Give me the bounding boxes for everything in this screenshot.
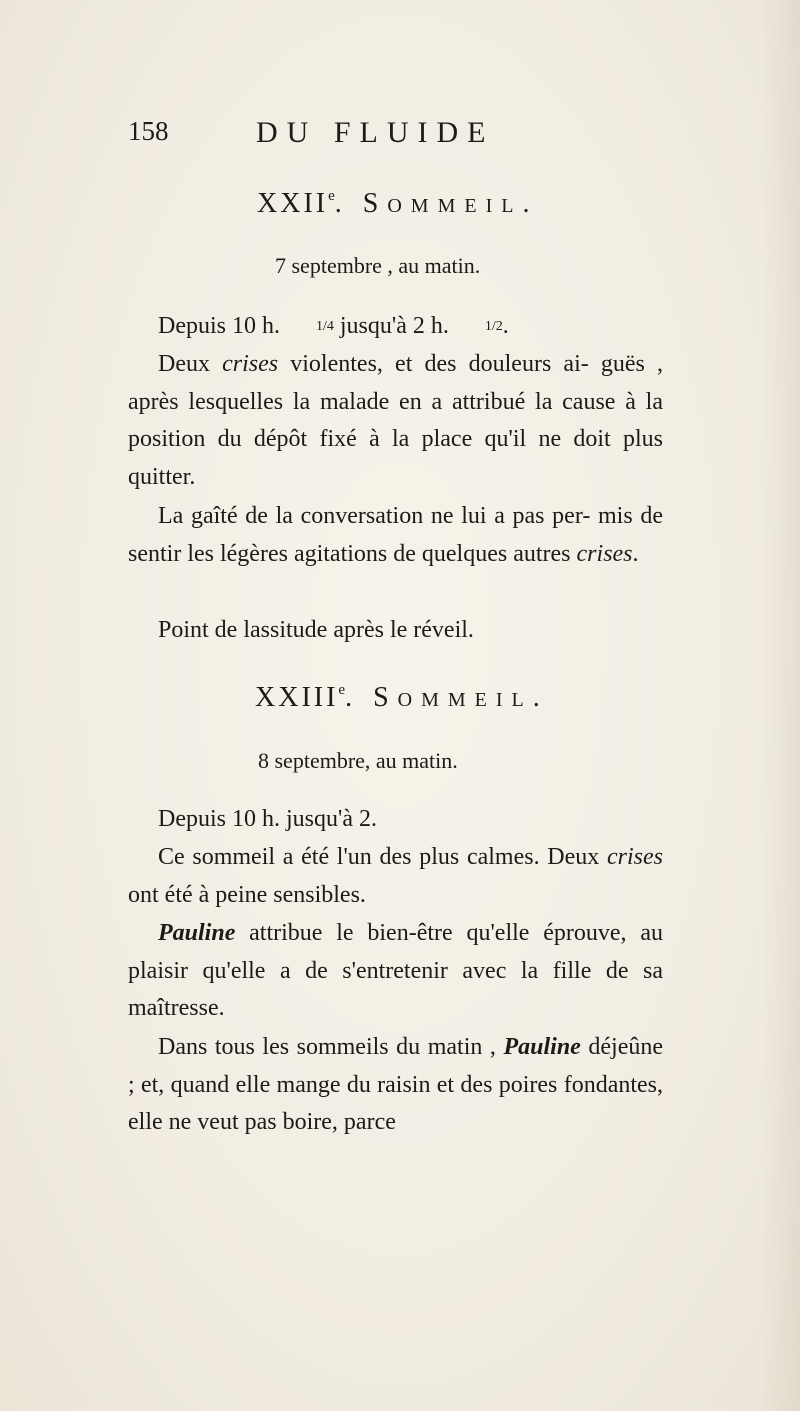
paragraph-22-3: Point de lassitude après le réveil. <box>158 617 474 643</box>
text-run: . <box>632 540 639 567</box>
paragraph-22-2 <box>128 498 663 573</box>
page-edge-shadow <box>760 0 800 1411</box>
time-prefix: Depuis 10 h. <box>158 313 280 339</box>
italic-name: Pauline <box>503 1034 581 1060</box>
time-line-23: Depuis 10 h. jusqu'à 2. <box>158 806 377 832</box>
paragraph-22-1 <box>128 346 663 496</box>
section-heading: Sommeil. <box>362 188 539 219</box>
time-suffix: . <box>502 313 509 339</box>
text-run: Dans tous les sommeils du matin , <box>158 1034 504 1060</box>
text-run: ont été à peine sensibles. <box>128 881 366 908</box>
date-line-22: 7 septembre , au matin. <box>275 253 481 278</box>
section-title-22: XXIIe. Sommeil. <box>257 188 539 219</box>
text-run: Ce sommeil a été l'un des plus calmes. Deux <box>158 844 607 870</box>
text-run: violentes, et des douleurs ai- guës , après lesquelles la malade en a attribué la cause à la position du dépôt fixé à la place qu'il ne doit plus quitter. <box>128 351 663 490</box>
italic-word: crises <box>576 540 633 567</box>
italic-word: crises <box>222 351 279 377</box>
section-number-suffix: e <box>338 682 346 698</box>
date-line-23: 8 septembre, au matin. <box>258 748 458 773</box>
italic-name: Pauline <box>158 920 236 946</box>
text-run: Deux <box>158 351 223 377</box>
time-line-22 <box>128 308 663 346</box>
time-middle: jusqu'à 2 h. <box>333 313 449 339</box>
fraction-half: 1/2 <box>484 319 503 335</box>
text-run: La gaîté de la conversation ne lui a pas per- mis de sentir les légères agitations de quelques autres <box>128 503 663 567</box>
section-number-suffix: e <box>328 188 335 204</box>
running-title: DU FLUIDE <box>256 116 495 149</box>
section-heading: Sommeil. <box>373 682 549 713</box>
section-number: XXII <box>257 188 329 219</box>
text-run: attribue le bien-être qu'elle éprouve, au plaisir qu'elle a de s'entretenir avec la fille de sa maîtresse. <box>128 920 663 1021</box>
paragraph-23-3 <box>128 1029 663 1142</box>
page-header <box>128 116 588 156</box>
text-run: déjeûne ; et, quand elle mange du raisin et des poires fondantes, elle ne veut pas boire, parce <box>128 1034 663 1135</box>
paragraph-23-1 <box>128 839 663 914</box>
section-title-23: XXIIIe. Sommeil. <box>255 682 549 713</box>
paragraph-23-2 <box>128 915 663 1028</box>
page-number: 158 <box>128 116 169 146</box>
italic-word: crises <box>607 844 663 870</box>
section-number: XXIII <box>255 682 339 713</box>
fraction-quarter: 1/4 <box>316 319 334 335</box>
